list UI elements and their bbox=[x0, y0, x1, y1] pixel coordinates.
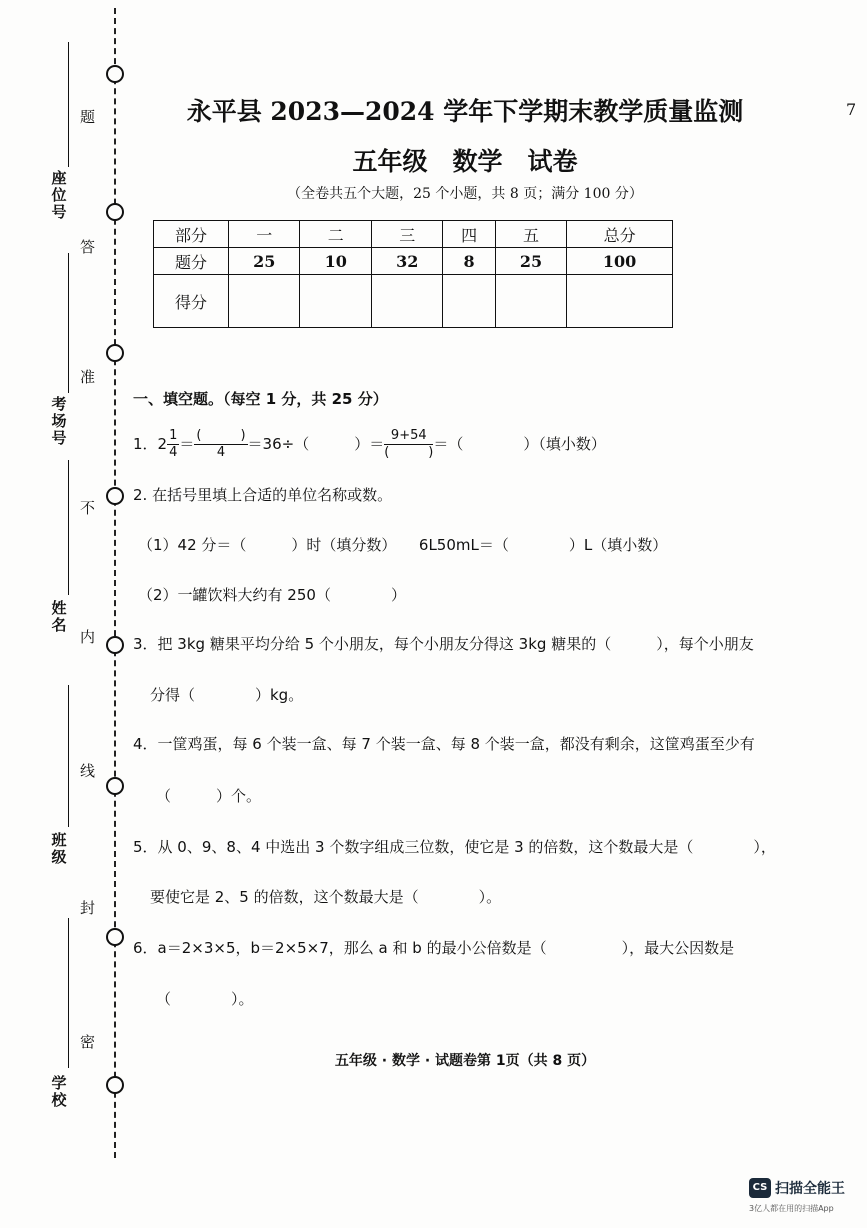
table-cell: 部分 bbox=[154, 221, 229, 248]
section-heading: 一、填空题。（每空 1 分，共 25 分） bbox=[133, 390, 388, 408]
seal-char: 封 bbox=[80, 899, 96, 917]
page-number: 7 bbox=[846, 100, 857, 119]
exam-title: 永平县 2023—2024 学年下学期末教学质量监测 bbox=[186, 97, 744, 126]
exam-room-label: 考场号 bbox=[51, 395, 67, 447]
score-input-cell[interactable] bbox=[495, 275, 566, 328]
exam-room-line bbox=[68, 253, 69, 393]
binding-hole bbox=[106, 65, 124, 83]
score-input-cell[interactable] bbox=[371, 275, 442, 328]
seal-char: 准 bbox=[80, 368, 96, 386]
question-4-cont: （ ）个。 bbox=[156, 787, 262, 805]
binding-hole bbox=[106, 344, 124, 362]
table-cell: 三 bbox=[371, 221, 442, 248]
seat-number-line bbox=[68, 42, 69, 167]
binding-hole bbox=[106, 1076, 124, 1094]
name-label: 姓 名 bbox=[51, 599, 67, 634]
seat-number-label: 座位号 bbox=[51, 169, 67, 221]
table-row bbox=[154, 248, 673, 275]
exam-note: （全卷共五个大题，25 个小题，共 8 页；满分 100 分） bbox=[287, 186, 643, 202]
fraction bbox=[384, 428, 433, 461]
table-cell: 题分 bbox=[154, 248, 229, 275]
score-input-cell[interactable] bbox=[443, 275, 495, 328]
fraction bbox=[194, 428, 247, 461]
question-2-part2: （2）一罐饮料大约有 250（ ） bbox=[138, 586, 406, 604]
question-5: 5．从 0、9、8、4 中选出 3 个数字组成三位数，使它是 3 的倍数，这个数最大是（ ）， bbox=[133, 838, 776, 856]
table-cell: 25 bbox=[495, 248, 566, 275]
table-cell: 五 bbox=[495, 221, 566, 248]
camscanner-name: 扫描全能王 bbox=[775, 1181, 845, 1197]
table-cell: 8 bbox=[443, 248, 495, 275]
name-line bbox=[68, 460, 69, 595]
seal-char: 密 bbox=[80, 1033, 96, 1051]
binding-hole bbox=[106, 487, 124, 505]
table-row bbox=[154, 221, 673, 248]
school-line bbox=[68, 918, 69, 1068]
binding-hole bbox=[106, 636, 124, 654]
question-6-cont: （ ）。 bbox=[156, 990, 254, 1008]
table-cell: 25 bbox=[229, 248, 300, 275]
seal-char: 题 bbox=[80, 108, 96, 126]
score-input-cell[interactable] bbox=[300, 275, 371, 328]
numerator: 1 bbox=[169, 428, 178, 443]
camscanner-logo-icon: CS bbox=[749, 1178, 771, 1198]
camscanner-tagline: 3亿人都在用的扫描App bbox=[749, 1204, 834, 1213]
binding-hole bbox=[106, 203, 124, 221]
question-6: 6．a＝2×3×5，b＝2×5×7，那么 a 和 b 的最小公倍数是（ ），最大公因数是 bbox=[133, 939, 735, 957]
fraction bbox=[167, 428, 179, 461]
question-text: ＝（ ）（填小数） bbox=[433, 435, 606, 453]
question-2-part1: （1）42 分＝（ ）时（填分数） 6L50mL＝（ ）L（填小数） bbox=[138, 536, 668, 554]
binding-hole bbox=[106, 928, 124, 946]
equals: ＝ bbox=[179, 435, 195, 453]
page-footer: 五年级 · 数学 · 试题卷第 1页（共 8 页） bbox=[334, 1053, 596, 1069]
table-cell: 32 bbox=[371, 248, 442, 275]
class-line bbox=[68, 685, 69, 827]
table-cell: 100 bbox=[567, 248, 673, 275]
seal-char: 线 bbox=[80, 762, 96, 780]
seal-char: 答 bbox=[80, 238, 96, 256]
school-label: 学 校 bbox=[51, 1074, 67, 1109]
denominator-blank[interactable]: ( ) bbox=[384, 445, 434, 460]
table-cell: 10 bbox=[300, 248, 371, 275]
question-5-cont: 要使它是 2、5 的倍数，这个数最大是（ ）。 bbox=[150, 888, 502, 906]
table-cell: 总分 bbox=[567, 221, 673, 248]
question-4: 4．一筐鸡蛋，每 6 个装一盒、每 7 个装一盒、每 8 个装一盒，都没有剩余，这筐鸡蛋至少有 bbox=[133, 735, 755, 753]
table-cell: 得分 bbox=[154, 275, 229, 328]
question-number: 1． bbox=[133, 435, 158, 453]
numerator-blank[interactable]: ( ) bbox=[196, 428, 246, 443]
question-2: 2. 在括号里填上合适的单位名称或数。 bbox=[133, 486, 393, 504]
binding-dashed-line bbox=[114, 8, 116, 1158]
question-text: ＝36÷（ ）＝ bbox=[247, 435, 385, 453]
question-3-cont: 分得（ ）kg。 bbox=[150, 686, 304, 704]
denominator: 4 bbox=[169, 445, 178, 460]
table-cell: 四 bbox=[443, 221, 495, 248]
question-3: 3．把 3kg 糖果平均分给 5 个小朋友，每个小朋友分得这 3kg 糖果的（ ），每个小朋友 bbox=[133, 635, 754, 653]
denominator: 4 bbox=[216, 445, 226, 460]
score-input-cell[interactable] bbox=[567, 275, 673, 328]
exam-subtitle: 五年级 数学 试卷 bbox=[352, 147, 578, 176]
table-cell: 二 bbox=[300, 221, 371, 248]
seal-char: 内 bbox=[80, 628, 96, 646]
table-row bbox=[154, 275, 673, 328]
numerator: 9+54 bbox=[384, 428, 433, 445]
question-1 bbox=[133, 428, 606, 461]
seal-char: 不 bbox=[80, 499, 96, 517]
table-cell: 一 bbox=[229, 221, 300, 248]
score-input-cell[interactable] bbox=[229, 275, 300, 328]
binding-hole bbox=[106, 777, 124, 795]
mixed-whole: 2 bbox=[157, 435, 168, 453]
class-label: 班 级 bbox=[51, 831, 67, 866]
score-table bbox=[153, 220, 673, 328]
